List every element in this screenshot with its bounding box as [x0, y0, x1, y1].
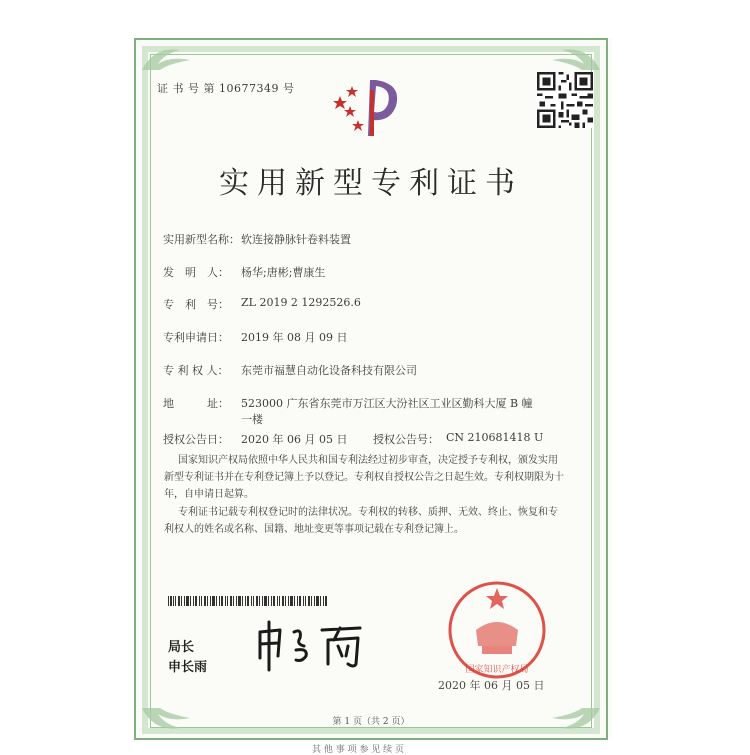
handwritten-signature — [250, 618, 380, 674]
legal-status-paragraph-line: 利权人的姓名或名称、国籍、地址变更等事项记载在专利登记簿上。 — [164, 524, 464, 535]
name-label: 实用新型名称： — [163, 233, 240, 246]
announce-number-label: 授权公告号： — [373, 433, 439, 446]
barcode — [168, 596, 328, 606]
name-value: 软连接静脉针卷料装置 — [241, 233, 351, 246]
certificate-number: 证 书 号 第 10677349 号 — [157, 82, 295, 95]
patent-number-label: 专 利 号： — [163, 298, 229, 311]
grant-paragraph-line: 新型专利证书并在专利登记簿上予以登记。专利权自授权公告之日起生效。专利权期限为十 — [164, 472, 564, 483]
legal-status-paragraph — [164, 504, 582, 538]
qr-code — [537, 72, 593, 128]
filing-date-label: 专利申请日： — [163, 331, 229, 344]
filing-date-value: 2019 年 08 月 09 日 — [241, 331, 348, 344]
announce-number-value: CN 210681418 U — [446, 431, 544, 444]
patent-office-emblem-icon — [330, 70, 408, 142]
address-line-2: 一楼 — [241, 413, 263, 426]
director-title: 局长 — [168, 640, 195, 655]
director-name: 申长雨 — [168, 660, 208, 675]
corner-ornament-top-left — [140, 44, 200, 72]
grant-paragraph-line: 国家知识产权局依照中华人民共和国专利法经过初步审查，决定授予专利权，颁发实用 — [178, 455, 558, 466]
page-number: 第 1 页（共 2 页） — [332, 717, 410, 727]
grant-paragraph — [164, 452, 582, 503]
continuation-note: 其 他 事 项 参 见 续 页 — [312, 745, 405, 755]
inventor-value: 杨华;唐彬;曹康生 — [241, 266, 326, 279]
official-seal-icon — [432, 580, 562, 680]
corner-ornament-top-right — [542, 44, 602, 72]
grant-paragraph-line: 年，自申请日起算。 — [164, 489, 254, 500]
address-line-1: 523000 广东省东莞市万江区大汾社区工业区勤科大厦 B 幢 — [241, 397, 533, 410]
legal-status-paragraph-line: 专利证书记载专利权登记时的法律状况。专利权的转移、质押、无效、终止、恢复和专 — [178, 507, 558, 518]
patentee-value: 东莞市福慧自动化设备科技有限公司 — [241, 364, 417, 377]
address-label: 地 址： — [163, 397, 229, 410]
patent-number-value: ZL 2019 2 1292526.6 — [241, 296, 361, 309]
certificate-title: 实用新型专利证书 — [219, 166, 523, 201]
patentee-label: 专 利 权 人： — [163, 364, 229, 377]
seal-date: 2020 年 06 月 05 日 — [438, 679, 545, 692]
inventor-label: 发 明 人： — [163, 266, 229, 279]
announce-date-label: 授权公告日： — [163, 433, 229, 446]
announce-date-value: 2020 年 06 月 05 日 — [241, 433, 348, 446]
seal-text: 国家知识产权局 — [465, 665, 529, 675]
